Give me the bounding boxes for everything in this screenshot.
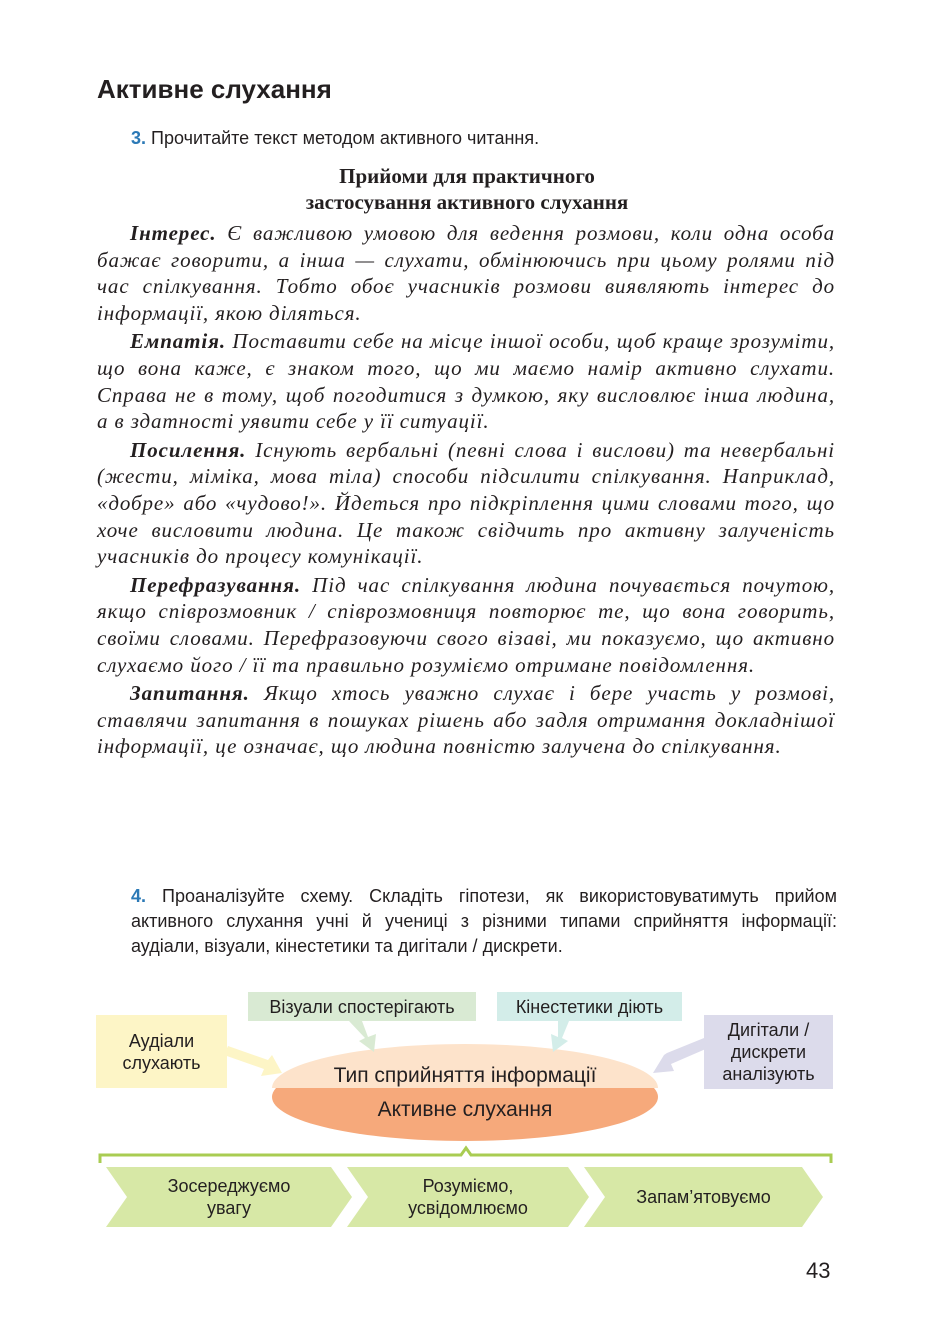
perception-type-label: Тип сприйняття інформації [333, 1064, 597, 1087]
perception-diagram [0, 985, 935, 1235]
paragraph-term: Запитання. [130, 681, 250, 706]
section-title: Активне слухання [97, 74, 332, 104]
paragraph-interest [97, 220, 835, 326]
visuals-box [248, 992, 476, 1021]
arrow-digitals [653, 1038, 708, 1073]
ellipse-bottom-label [272, 1095, 658, 1125]
paragraph-text: Якщо хтось уважно слухає і бере участь у розмові, ставлячи запитання в пошуках рішень або задля отримання докладнішої інформації, це означає, що людина повністю залучена до спілкування. [97, 681, 835, 759]
paragraph-term: Емпатія. [130, 329, 227, 354]
kinesthetics-box [497, 992, 682, 1021]
active-listening-label: Активне слухання [377, 1098, 553, 1121]
paragraph-text: Існують вербальні (певні слова і вислови) та невербальні (жести, міміка, мова тіла) способи підсилити спілкування. Наприклад, «добре» або «чудово!». Йдеться про підкріплення цими словами того, що хоче висловити людина. Це також свідчить про активну залученість учасників до процесу комунікації. [97, 437, 835, 569]
step-3-line-1: Запам’ятовуємо [636, 1187, 771, 1207]
audials-line-2: слухають [122, 1052, 201, 1073]
step-1 [127, 1167, 331, 1227]
bracket [100, 1148, 831, 1163]
step-2-line-2: усвідомлюємо [408, 1198, 528, 1218]
step-2 [368, 1167, 568, 1227]
paragraph-text: Є важливою умовою для ведення розмови, коли одна особа бажає говорити, а інша — слухати, обмінюючись при цьому ролями під час спілкування. Тобто обоє учасників розмови виявляють інтерес до інформації, якою діляться. [97, 221, 835, 325]
step-1-line-2: увагу [207, 1198, 251, 1218]
step-2-line-1: Розуміємо, [422, 1176, 514, 1196]
task-number: 4. [131, 886, 147, 906]
audials-box [96, 1015, 227, 1088]
paragraph-text: Під час спілкування людина почувається почутою, якщо співрозмовник / співрозмовниця повторює те, що вона говорить, своїми словами. Перефразовуючи свого візаві, ми показуємо, що активно слухаємо його / її та правильно розуміємо отримане повідомлення. [97, 572, 835, 677]
task-text: Прочитайте текст методом активного читання. [151, 128, 540, 148]
task-number: 3. [131, 128, 147, 148]
audials-line-1: Аудіали [128, 1030, 195, 1051]
paragraph-questions [97, 680, 835, 760]
article-title-line-2: застосування активного слухання [305, 190, 629, 214]
paragraph-term: Інтерес. [130, 221, 217, 245]
task-3 [131, 126, 837, 151]
step-3 [605, 1167, 802, 1227]
paragraph-term: Перефразування. [130, 572, 301, 597]
arrow-visuals [349, 1021, 376, 1052]
paragraph-empathy [97, 328, 835, 434]
ellipse-top-label [272, 1061, 658, 1091]
paragraph-paraphrasing [97, 572, 835, 678]
visuals-label: Візуали спостерігають [269, 996, 455, 1017]
task-text: Проаналізуйте схему. Складіть гіпотези, як використовуватимуть прийом активного слухання учні й учениці з різними типами сприйняття інформації: аудіали, візуали, кінестетики та дигітали / дискрети. [131, 886, 837, 956]
step-1-line-1: Зосереджуємо [167, 1176, 291, 1196]
digitals-line-3: аналізують [722, 1064, 815, 1084]
article-body [97, 220, 835, 762]
digitals-line-1: Дигітали / [727, 1020, 810, 1040]
task-4 [131, 884, 837, 959]
arrow-kinesthetics [551, 1021, 569, 1052]
article-title [97, 163, 837, 215]
paragraph-term: Посилення. [130, 437, 247, 462]
paragraph-text: Поставити себе на місце іншої особи, щоб краще зрозуміти, що вона каже, є знаком того, що ми маємо намір активно слухати. Справа не в тому, щоб погодитися з думкою, яку висловлює інша людина, а в здатності уявити себе у її ситуації. [97, 329, 835, 434]
article-title-line-1: Прийоми для практичного [339, 164, 595, 188]
paragraph-reinforcement [97, 437, 835, 570]
page-number: 43 [806, 1258, 831, 1283]
kinesthetics-label: Кінестетики діють [515, 996, 664, 1017]
digitals-box [704, 1015, 833, 1089]
digitals-line-2: дискрети [730, 1042, 807, 1062]
